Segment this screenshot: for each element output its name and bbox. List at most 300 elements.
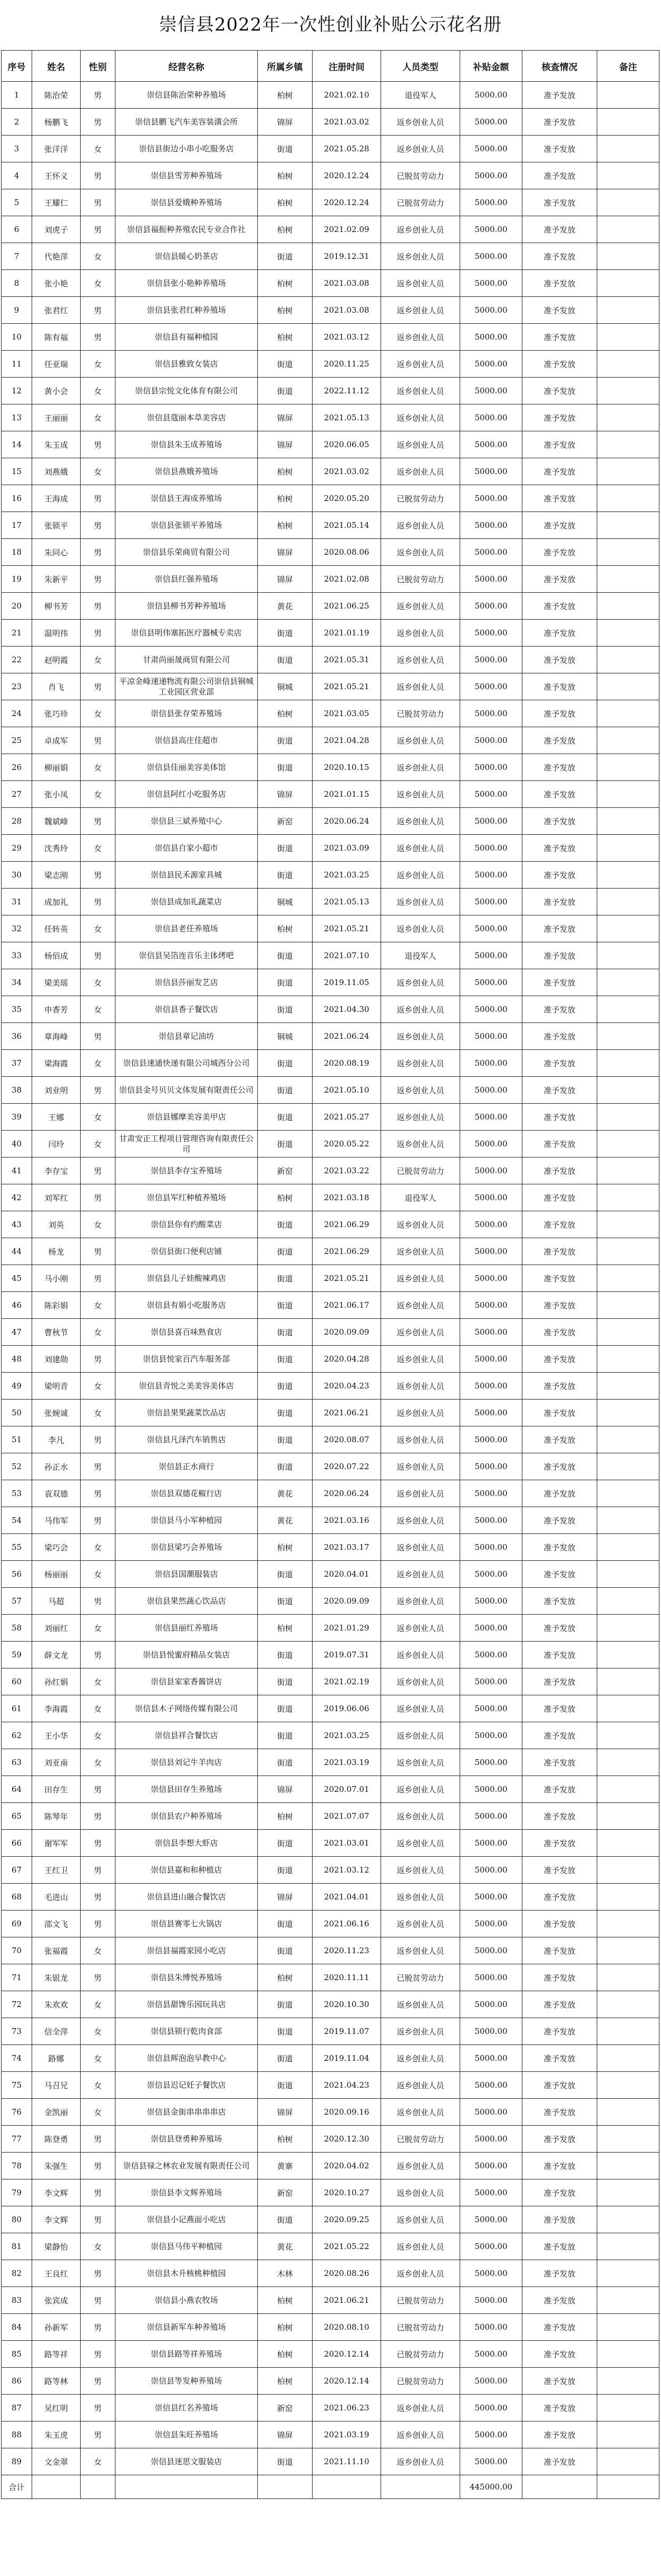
cell-index: 21 [2,620,32,647]
cell-check: 准予发放 [522,1131,597,1157]
cell-remarks [597,1184,659,1211]
cell-index: 57 [2,1588,32,1615]
cell-name: 梁明青 [32,1373,81,1400]
cell-gender: 男 [81,566,115,593]
cell-check: 准予发放 [522,996,597,1023]
cell-township: 柏树 [258,2287,313,2314]
cell-remarks [597,2421,659,2448]
table-row [2,1561,659,1588]
cell-name: 王娜 [32,1104,81,1131]
cell-gender: 男 [81,1911,115,1937]
cell-gender: 男 [81,889,115,915]
cell-business: 崇信县辉泡泡早教中心 [115,2045,258,2072]
cell-business: 崇信县阿红小吃服务店 [115,781,258,808]
cell-reg-date: 2021.06.16 [313,1911,381,1937]
cell-name: 朱同心 [32,539,81,566]
cell-amount: 5000.00 [460,2018,522,2045]
cell-check: 准予发放 [522,754,597,781]
table-row [2,915,659,942]
cell-business: 崇信县梁巧会养殖场 [115,1534,258,1561]
cell-township: 柏树 [258,2341,313,2368]
cell-index: 54 [2,1507,32,1534]
cell-business: 平凉金峰速递物流有限公司崇信县铜城工业园区营业部 [115,673,258,700]
cell-amount: 5000.00 [460,1561,522,1588]
cell-remarks [597,673,659,700]
cell-business: 崇信县柳书芳种养殖场 [115,593,258,620]
cell-index: 23 [2,673,32,700]
cell-remarks [597,216,659,243]
cell-index: 82 [2,2260,32,2287]
cell-township: 街道 [258,136,313,162]
cell-person-type: 已脱贫劳动力 [381,2368,460,2395]
cell-person-type: 返乡创业人员 [381,297,460,324]
cell-person-type: 已脱贫劳动力 [381,1157,460,1184]
cell-reg-date: 2019.06.06 [313,1695,381,1722]
cell-person-type: 返乡创业人员 [381,1507,460,1534]
cell-reg-date: 2021.11.10 [313,2448,381,2475]
cell-amount: 5000.00 [460,1695,522,1722]
cell-gender: 男 [81,808,115,835]
cell-name: 朱欢欢 [32,1991,81,2018]
cell-business: 崇信县暖心奶茶店 [115,243,258,270]
cell-business: 崇信县红强养殖场 [115,566,258,593]
cell-township: 新窑 [258,2395,313,2421]
cell-remarks [597,2287,659,2314]
table-row [2,539,659,566]
cell-amount: 5000.00 [460,2153,522,2179]
cell-gender: 男 [81,1426,115,1453]
cell-person-type: 返乡创业人员 [381,996,460,1023]
cell-business: 崇信县三斌养殖中心 [115,808,258,835]
cell-check: 准予发放 [522,1964,597,1991]
cell-index: 53 [2,1480,32,1507]
cell-township: 街道 [258,1373,313,1400]
cell-township: 柏树 [258,162,313,189]
cell-reg-date: 2020.10.30 [313,1991,381,2018]
cell-remarks [597,1937,659,1964]
cell-township: 街道 [258,942,313,969]
cell-name: 张小艳 [32,270,81,297]
cell-person-type: 返乡创业人员 [381,2045,460,2072]
cell-gender: 男 [81,485,115,512]
cell-gender: 男 [81,1884,115,1911]
cell-remarks [597,1534,659,1561]
table-row [2,2179,659,2206]
cell-person-type: 返乡创业人员 [381,1265,460,1292]
cell-name: 刘虎子 [32,216,81,243]
cell-remarks [597,727,659,754]
cell-check: 准予发放 [522,808,597,835]
cell-reg-date: 2021.02.08 [313,566,381,593]
cell-name: 信全萍 [32,2018,81,2045]
table-row [2,1238,659,1265]
cell-name: 张洋洋 [32,136,81,162]
cell-index: 2 [2,109,32,136]
cell-index: 16 [2,485,32,512]
cell-person-type: 退役军人 [381,942,460,969]
cell-amount: 5000.00 [460,2045,522,2072]
cell-business: 崇信县迷思文服装店 [115,2448,258,2475]
cell-gender: 女 [81,136,115,162]
cell-remarks [597,2260,659,2287]
cell-amount: 5000.00 [460,2368,522,2395]
cell-reg-date: 2021.04.23 [313,2072,381,2099]
cell-township: 街道 [258,1077,313,1104]
cell-amount: 5000.00 [460,1077,522,1104]
cell-name: 王丽丽 [32,404,81,431]
cell-check: 准予发放 [522,136,597,162]
cell-person-type: 返乡创业人员 [381,458,460,485]
cell-reg-date: 2021.04.28 [313,727,381,754]
cell-reg-date: 2020.04.23 [313,1373,381,1400]
cell-gender: 女 [81,1668,115,1695]
cell-index: 67 [2,1857,32,1884]
cell-person-type: 返乡创业人员 [381,2421,460,2448]
cell-business: 崇信县果果蔬菜饮品店 [115,1400,258,1426]
cell-person-type: 返乡创业人员 [381,270,460,297]
cell-reg-date: 2021.05.13 [313,404,381,431]
cell-check: 准予发放 [522,2018,597,2045]
cell-person-type: 返乡创业人员 [381,1077,460,1104]
cell-township: 街道 [258,1211,313,1238]
cell-index: 1 [2,82,32,109]
cell-gender: 男 [81,1265,115,1292]
cell-amount: 5000.00 [460,1292,522,1319]
cell-amount: 5000.00 [460,1991,522,2018]
cell-gender: 女 [81,2448,115,2475]
total-label: 合计 [2,2475,32,2499]
cell-check: 准予发放 [522,1588,597,1615]
cell-business: 崇信县章记油坊 [115,1023,258,1050]
table-row [2,2368,659,2395]
cell-reg-date: 2020.06.24 [313,808,381,835]
cell-business: 崇信县禄之林农业发展有限责任公司 [115,2153,258,2179]
cell-index: 18 [2,539,32,566]
cell-person-type: 已脱贫劳动力 [381,2314,460,2341]
cell-name: 黄小会 [32,378,81,404]
cell-remarks [597,2179,659,2206]
cell-business: 崇信县鹏飞汽车美容装潢会所 [115,109,258,136]
cell-check: 准予发放 [522,431,597,458]
cell-township: 柏树 [258,1184,313,1211]
cell-township: 街道 [258,1749,313,1776]
cell-amount: 5000.00 [460,2448,522,2475]
cell-remarks [597,2341,659,2368]
cell-name: 梁静怡 [32,2233,81,2260]
cell-index: 9 [2,297,32,324]
cell-gender: 男 [81,539,115,566]
total-amount: 445000.00 [460,2475,522,2499]
cell-reg-date: 2021.04.30 [313,996,381,1023]
cell-remarks [597,647,659,673]
table-row [2,566,659,593]
cell-person-type: 已脱贫劳动力 [381,2341,460,2368]
table-row [2,1615,659,1642]
cell-remarks [597,1695,659,1722]
cell-check: 准予发放 [522,1695,597,1722]
cell-gender: 女 [81,1695,115,1722]
table-row [2,1668,659,1695]
cell-person-type: 返乡创业人员 [381,1561,460,1588]
cell-index: 15 [2,458,32,485]
header-remarks: 备注 [597,51,659,82]
cell-person-type: 已脱贫劳动力 [381,189,460,216]
cell-business: 崇信县甜馋乐园玩具店 [115,1991,258,2018]
cell-remarks [597,351,659,378]
cell-person-type: 返乡创业人员 [381,862,460,889]
cell-remarks [597,82,659,109]
cell-index: 17 [2,512,32,539]
cell-township: 柏树 [258,1803,313,1830]
cell-amount: 5000.00 [460,1911,522,1937]
cell-check: 准予发放 [522,2206,597,2233]
cell-gender: 男 [81,620,115,647]
table-row [2,1830,659,1857]
cell-amount: 5000.00 [460,1964,522,1991]
cell-person-type: 返乡创业人员 [381,1937,460,1964]
cell-gender: 男 [81,1588,115,1615]
cell-business: 崇信县果然蔬心饮品店 [115,1588,258,1615]
header-row [2,51,659,82]
cell-township: 柏树 [258,2126,313,2153]
cell-check: 准予发放 [522,82,597,109]
cell-remarks [597,2368,659,2395]
cell-name: 张宾成 [32,2287,81,2314]
cell-business: 崇信县祥合餐饮店 [115,1722,258,1749]
cell-gender: 男 [81,2341,115,2368]
cell-person-type: 返乡创业人员 [381,1830,460,1857]
cell-remarks [597,969,659,996]
cell-township: 柏树 [258,2314,313,2341]
header-check: 核查情况 [522,51,597,82]
cell-remarks [597,162,659,189]
cell-township: 街道 [258,620,313,647]
cell-name: 杨丽丽 [32,1561,81,1588]
cell-person-type: 返乡创业人员 [381,378,460,404]
cell-township: 锦屏 [258,109,313,136]
cell-check: 准予发放 [522,1184,597,1211]
cell-remarks [597,835,659,862]
cell-check: 准予发放 [522,2341,597,2368]
table-row [2,378,659,404]
cell-person-type: 返乡创业人员 [381,727,460,754]
cell-reg-date: 2021.03.19 [313,2421,381,2448]
cell-index: 84 [2,2314,32,2341]
cell-amount: 5000.00 [460,727,522,754]
cell-index: 30 [2,862,32,889]
cell-reg-date: 2021.06.25 [313,593,381,620]
cell-gender: 男 [81,431,115,458]
cell-amount: 5000.00 [460,1749,522,1776]
cell-index: 20 [2,593,32,620]
table-row [2,109,659,136]
cell-person-type: 返乡创业人员 [381,404,460,431]
cell-reg-date: 2020.09.09 [313,1319,381,1346]
cell-business: 崇信县朱玉成养殖场 [115,431,258,458]
cell-person-type: 返乡创业人员 [381,2153,460,2179]
cell-gender: 女 [81,1937,115,1964]
cell-index: 4 [2,162,32,189]
cell-remarks [597,1346,659,1373]
cell-reg-date: 2020.08.19 [313,1050,381,1077]
table-row [2,1050,659,1077]
table-row [2,700,659,727]
cell-reg-date: 2021.02.10 [313,82,381,109]
cell-gender: 男 [81,942,115,969]
cell-remarks [597,1991,659,2018]
cell-amount: 5000.00 [460,1400,522,1426]
cell-person-type: 返乡创业人员 [381,1534,460,1561]
cell-township: 街道 [258,1426,313,1453]
cell-name: 邵文飞 [32,1911,81,1937]
cell-business: 崇信县路等祥养殖场 [115,2341,258,2368]
cell-remarks [597,1588,659,1615]
cell-name: 刘业明 [32,1077,81,1104]
cell-business: 崇信县刘记牛羊肉店 [115,1749,258,1776]
cell-township: 街道 [258,1104,313,1131]
cell-gender: 男 [81,2260,115,2287]
cell-township: 街道 [258,647,313,673]
cell-person-type: 返乡创业人员 [381,593,460,620]
cell-remarks [597,431,659,458]
cell-person-type: 返乡创业人员 [381,754,460,781]
cell-business: 崇信县福振种养殖农民专业合作社 [115,216,258,243]
cell-remarks [597,2153,659,2179]
cell-remarks [597,942,659,969]
cell-business: 崇信县凡泽汽车销售店 [115,1426,258,1453]
cell-index: 42 [2,1184,32,1211]
table-row [2,2341,659,2368]
cell-reg-date: 2020.11.11 [313,1964,381,1991]
cell-name: 刘亚南 [32,1749,81,1776]
cell-person-type: 返乡创业人员 [381,1373,460,1400]
cell-remarks [597,1749,659,1776]
cell-reg-date: 2021.06.21 [313,1400,381,1426]
cell-index: 40 [2,1131,32,1157]
cell-gender: 女 [81,2233,115,2260]
cell-name: 孙红娟 [32,1668,81,1695]
cell-gender: 男 [81,1238,115,1265]
cell-amount: 5000.00 [460,82,522,109]
table-row [2,351,659,378]
table-row [2,1695,659,1722]
cell-township: 柏树 [258,512,313,539]
cell-gender: 男 [81,2368,115,2395]
cell-amount: 5000.00 [460,1184,522,1211]
cell-name: 任转英 [32,915,81,942]
cell-index: 7 [2,243,32,270]
cell-business: 崇信县正水商行 [115,1453,258,1480]
cell-township: 铜城 [258,889,313,915]
cell-gender: 女 [81,1534,115,1561]
cell-reg-date: 2019.11.07 [313,2018,381,2045]
cell-check: 准予发放 [522,1157,597,1184]
cell-index: 58 [2,1615,32,1642]
cell-amount: 5000.00 [460,109,522,136]
cell-person-type: 返乡创业人员 [381,647,460,673]
cell-amount: 5000.00 [460,2395,522,2421]
cell-gender: 女 [81,458,115,485]
cell-amount: 5000.00 [460,1238,522,1265]
cell-township: 柏树 [258,458,313,485]
table-row [2,1722,659,1749]
cell-gender: 女 [81,2045,115,2072]
cell-township: 柏树 [258,1534,313,1561]
cell-name: 王海成 [32,485,81,512]
cell-name: 马小刚 [32,1265,81,1292]
cell-amount: 5000.00 [460,136,522,162]
cell-reg-date: 2021.05.14 [313,512,381,539]
cell-township: 街道 [258,351,313,378]
cell-check: 准予发放 [522,2126,597,2153]
cell-index: 8 [2,270,32,297]
cell-check: 准予发放 [522,889,597,915]
cell-remarks [597,593,659,620]
cell-person-type: 已脱贫劳动力 [381,2287,460,2314]
cell-amount: 5000.00 [460,620,522,647]
table-row [2,1937,659,1964]
cell-check: 准予发放 [522,243,597,270]
table-row [2,889,659,915]
cell-person-type: 返乡创业人员 [381,539,460,566]
table-row [2,136,659,162]
cell-reg-date: 2021.03.16 [313,1507,381,1534]
cell-township: 柏树 [258,270,313,297]
cell-person-type: 返乡创业人员 [381,1722,460,1749]
cell-person-type: 返乡创业人员 [381,2179,460,2206]
cell-business: 崇信县王海成养殖场 [115,485,258,512]
header-reg-date: 注册时间 [313,51,381,82]
cell-reg-date: 2021.03.12 [313,324,381,351]
total-blank [32,2475,81,2499]
table-row [2,593,659,620]
cell-gender: 男 [81,593,115,620]
cell-person-type: 已脱贫劳动力 [381,2126,460,2153]
cell-remarks [597,2072,659,2099]
cell-amount: 5000.00 [460,270,522,297]
cell-business: 崇信县青悦之美美容美体店 [115,1373,258,1400]
cell-township: 柏树 [258,1615,313,1642]
cell-person-type: 返乡创业人员 [381,1023,460,1050]
cell-reg-date: 2019.11.05 [313,969,381,996]
cell-person-type: 返乡创业人员 [381,1480,460,1507]
cell-person-type: 返乡创业人员 [381,351,460,378]
cell-business: 崇信县双德花椒行店 [115,1480,258,1507]
cell-gender: 男 [81,2179,115,2206]
cell-name: 柳丽娟 [32,754,81,781]
cell-gender: 女 [81,700,115,727]
cell-remarks [597,808,659,835]
cell-gender: 男 [81,1776,115,1803]
cell-remarks [597,781,659,808]
cell-index: 46 [2,1292,32,1319]
cell-reg-date: 2021.03.02 [313,109,381,136]
table-row [2,1023,659,1050]
cell-index: 27 [2,781,32,808]
header-index: 序号 [2,51,32,82]
table-row [2,1104,659,1131]
cell-reg-date: 2020.04.28 [313,1346,381,1373]
cell-township: 铜城 [258,1023,313,1050]
table-row [2,458,659,485]
cell-gender: 女 [81,1749,115,1776]
cell-township: 街道 [258,1588,313,1615]
cell-remarks [597,539,659,566]
cell-amount: 5000.00 [460,458,522,485]
cell-reg-date: 2021.01.29 [313,1615,381,1642]
cell-reg-date: 2021.07.10 [313,942,381,969]
cell-reg-date: 2020.12.14 [313,2341,381,2368]
